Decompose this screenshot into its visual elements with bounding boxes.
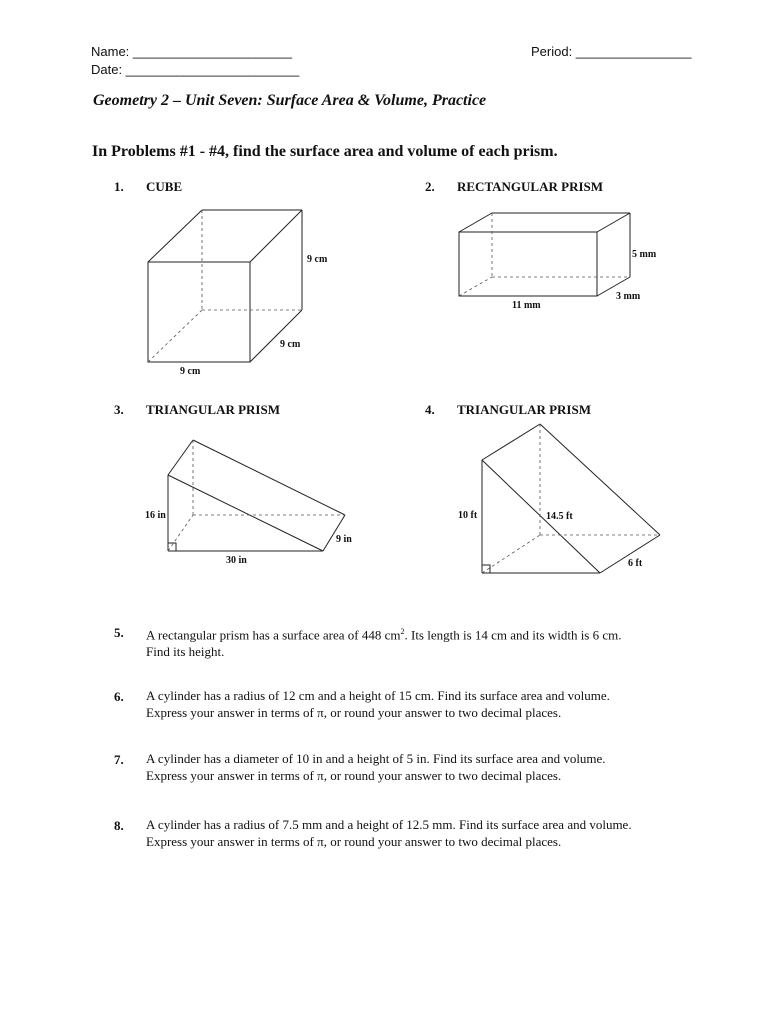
triangular-prism-figure-4 [455, 420, 675, 580]
name-field[interactable]: Name: ______________________ [91, 44, 292, 59]
figure-3-label: TRIANGULAR PRISM [146, 402, 280, 417]
rect-length-label: 11 mm [512, 300, 541, 311]
problem-6-number: 6. [114, 689, 124, 704]
cube-width-label: 9 cm [180, 366, 201, 377]
problem-7-text [146, 750, 716, 784]
problem-5-line2: Find its height. [146, 644, 225, 660]
tri3-length-label: 30 in [226, 555, 247, 566]
period-field[interactable]: Period: ________________ [531, 44, 692, 59]
problem-8-line1: A cylinder has a radius of 7.5 mm and a height of 12.5 mm. Find its surface area and volume. [146, 817, 632, 832]
tri4-hypotenuse-label: 14.5 ft [546, 511, 573, 522]
tri3-height-label: 16 in [145, 510, 166, 521]
figure-2-label: RECTANGULAR PRISM [457, 179, 604, 194]
triangular-prism-figure-3 [140, 425, 380, 575]
problem-5-exponent: 2 [400, 627, 405, 636]
problem-8-number: 8. [114, 818, 124, 833]
figure-4-number: 4. [425, 402, 435, 417]
cube-height-label: 9 cm [307, 254, 328, 265]
rect-height-label: 5 mm [632, 249, 657, 260]
cube-depth-label: 9 cm [280, 339, 301, 350]
tri3-depth-label: 9 in [336, 534, 352, 545]
figure-1-label: CUBE [146, 179, 183, 194]
problem-6-line2: Express your answer in terms of π, or round your answer to two decimal places. [146, 705, 562, 720]
problem-5-number: 5. [114, 625, 124, 640]
problem-7-line1: A cylinder has a diameter of 10 in and a height of 5 in. Find its surface area and volume. [146, 751, 606, 766]
cube-figure [140, 205, 350, 380]
problem-5-text [146, 623, 706, 660]
problem-8-text [146, 816, 716, 850]
problem-5-line1-pre: A rectangular prism has a surface area of 448 cm [146, 627, 401, 643]
problem-8-line2: Express your answer in terms of π, or round your answer to two decimal places. [146, 834, 562, 849]
problem-7-line2: Express your answer in terms of π, or round your answer to two decimal places. [146, 768, 562, 783]
date-field[interactable]: Date: ________________________ [91, 62, 300, 77]
tri4-height-label: 10 ft [458, 510, 478, 521]
figure-1-number: 1. [114, 179, 124, 194]
page-title: Geometry 2 – Unit Seven: Surface Area & Volume, Practice [93, 92, 487, 109]
figure-4-label: TRIANGULAR PRISM [457, 402, 591, 417]
figure-2-number: 2. [425, 179, 435, 194]
problem-6-line1: A cylinder has a radius of 12 cm and a height of 15 cm. Find its surface area and volume. [146, 688, 610, 703]
problem-5-line1-post: . Its length is 14 cm and its width is 6 cm. [404, 627, 622, 643]
instructions: In Problems #1 - #4, find the surface area and volume of each prism. [92, 143, 558, 160]
rectangular-prism-figure [452, 205, 662, 315]
tri4-depth-label: 6 ft [628, 558, 643, 569]
figure-3-number: 3. [114, 402, 124, 417]
problem-7-number: 7. [114, 752, 124, 767]
problem-6-text [146, 687, 716, 721]
rect-depth-label: 3 mm [616, 291, 641, 302]
